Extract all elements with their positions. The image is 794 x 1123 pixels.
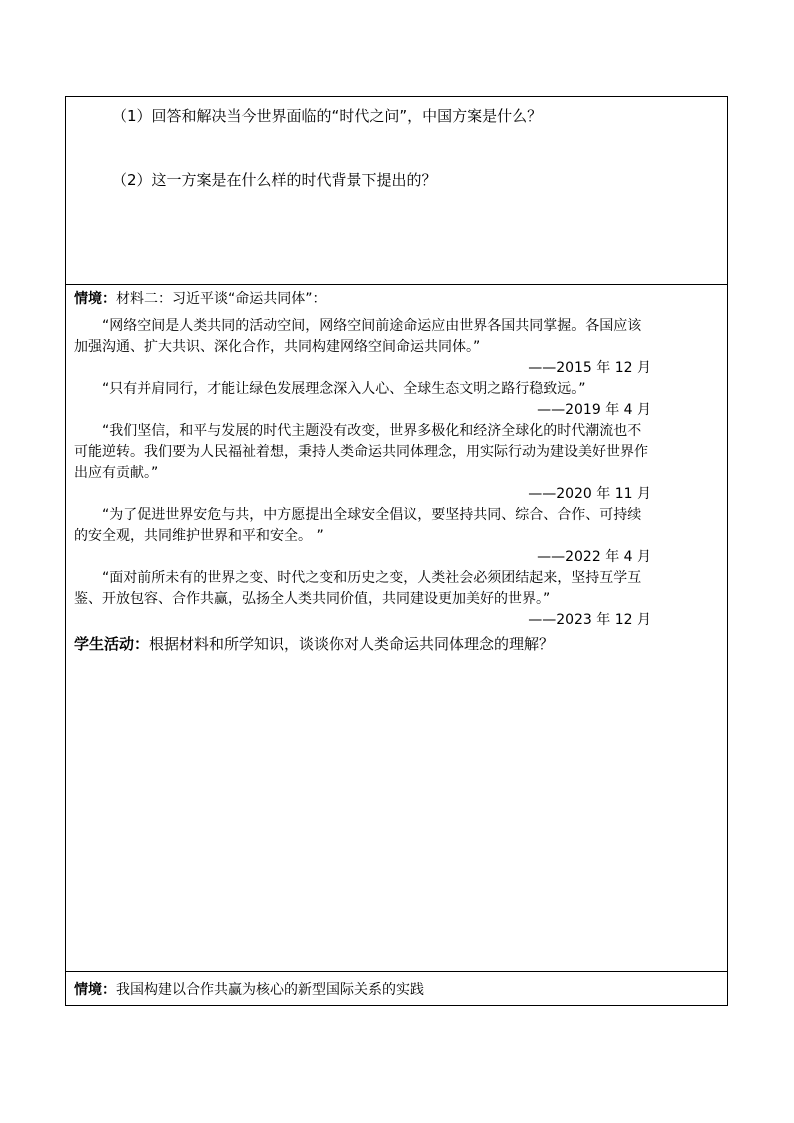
quote-line: “为了促进世界安危与共，中方愿提出全球安全倡议，要坚持共同、综合、合作、可持续: [102, 507, 642, 523]
questions-cell: [66, 97, 727, 285]
activity-text: 根据材料和所学知识，谈谈你对人类命运共同体理念的理解？: [149, 635, 555, 653]
quote-line: 鉴、开放包容、合作共赢，弘扬全人类共同价值，共同建设更加美好的世界。”: [74, 591, 551, 607]
quote-date: ——2019 年 4 月: [537, 402, 651, 418]
quote-2015: [74, 316, 719, 379]
material-heading: [74, 289, 719, 310]
heading-label: 情境：: [74, 291, 116, 307]
quote-line: “面对前所未有的世界之变、时代之变和历史之变，人类社会必须团结起来，坚持互学互: [102, 570, 642, 586]
quote-line: “我们坚信，和平与发展的时代主题没有改变，世界多极化和经济全球化的时代潮流也不: [102, 423, 642, 439]
quote-line: “网络空间是人类共同的活动空间，网络空间前途命运应由世界各国共同掌握。各国应该: [102, 318, 642, 334]
quote-line: 的安全观，共同维护世界和平和安全。 ”: [74, 528, 324, 544]
quote-2020: [74, 421, 719, 505]
last-text: 我国构建以合作共赢为核心的新型国际关系的实践: [116, 982, 424, 998]
quote-line: “只有并肩同行，才能让绿色发展理念深入人心、全球生态文明之路行稳致远。”: [102, 381, 586, 397]
last-context-cell: [66, 972, 727, 1005]
question-1: （1）回答和解决当今世界面临的“时代之问”，中国方案是什么？: [112, 107, 543, 125]
worksheet-table: [65, 96, 728, 1006]
quote-line: 加强沟通、扩大共识、深化合作，共同构建网络空间命运共同体。”: [74, 339, 481, 355]
material-cell: [66, 285, 727, 972]
quote-line: 可能逆转。我们要为人民福祉着想，秉持人类命运共同体理念，用实际行动为建设美好世界作: [74, 444, 648, 460]
quote-line: 出应有贡献。”: [74, 465, 159, 481]
activity-label: 学生活动：: [74, 635, 150, 653]
quote-2023: [74, 568, 719, 631]
question-2: （2）这一方案是在什么样的时代背景下提出的？: [112, 171, 437, 189]
quote-date: ——2022 年 4 月: [537, 549, 651, 565]
quote-date: ——2020 年 11 月: [528, 486, 651, 502]
quote-date: ——2023 年 12 月: [528, 612, 651, 628]
last-label: 情境：: [74, 982, 116, 998]
quote-2019: [74, 379, 719, 421]
quote-date: ——2015 年 12 月: [528, 360, 651, 376]
quote-2022: [74, 505, 719, 568]
heading-text: 材料二：习近平谈“命运共同体”：: [116, 291, 327, 307]
student-activity: [74, 633, 719, 655]
